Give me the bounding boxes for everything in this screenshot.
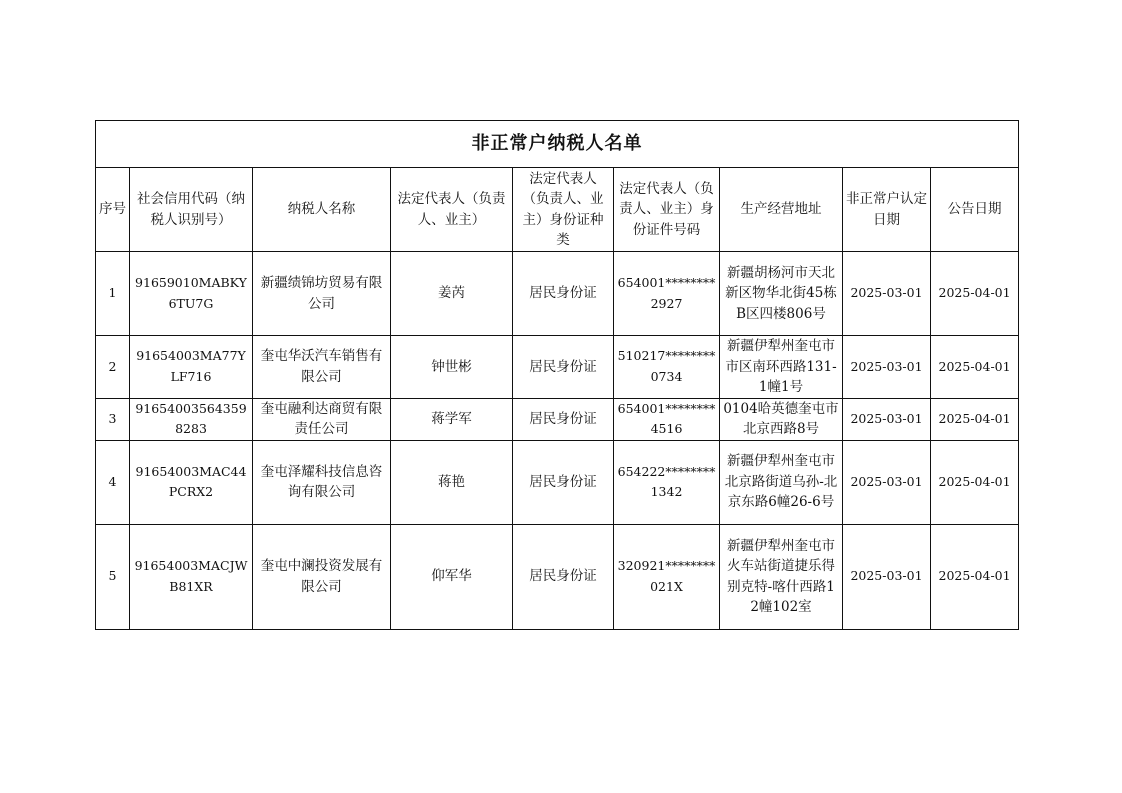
cell-address: 0104哈英德奎屯市北京西路8号	[720, 398, 843, 440]
cell-id-number: 320921********021X	[614, 524, 720, 629]
cell-id-type: 居民身份证	[513, 524, 614, 629]
page-title: 非正常户纳税人名单	[96, 121, 1019, 168]
cell-address: 新疆伊犁州奎屯市火车站街道捷乐得别克特-喀什西路12幢102室	[720, 524, 843, 629]
cell-announce-date: 2025-04-01	[931, 440, 1019, 524]
table-row	[96, 336, 1019, 399]
taxpayer-table	[95, 120, 1019, 630]
table-row	[96, 398, 1019, 440]
table-row	[96, 440, 1019, 524]
cell-credit-code: 91654003MAC44PCRX2	[130, 440, 253, 524]
header-address: 生产经营地址	[720, 168, 843, 252]
cell-id-type: 居民身份证	[513, 336, 614, 399]
cell-id-number: 510217********0734	[614, 336, 720, 399]
cell-taxpayer-name: 奎屯中澜投资发展有限公司	[253, 524, 391, 629]
cell-address: 新疆伊犁州奎屯市北京路街道乌孙-北京东路6幢26-6号	[720, 440, 843, 524]
cell-id-number: 654001********2927	[614, 252, 720, 336]
header-id-number: 法定代表人（负责人、业主）身份证件号码	[614, 168, 720, 252]
cell-announce-date: 2025-04-01	[931, 398, 1019, 440]
cell-id-number: 654222********1342	[614, 440, 720, 524]
header-credit-code: 社会信用代码（纳税人识别号）	[130, 168, 253, 252]
header-legal-rep: 法定代表人（负责人、业主）	[391, 168, 513, 252]
cell-taxpayer-name: 奎屯华沃汽车销售有限公司	[253, 336, 391, 399]
cell-index: 4	[96, 440, 130, 524]
cell-announce-date: 2025-04-01	[931, 336, 1019, 399]
table-row	[96, 252, 1019, 336]
cell-legal-rep: 蒋艳	[391, 440, 513, 524]
cell-taxpayer-name: 新疆绩锦坊贸易有限公司	[253, 252, 391, 336]
cell-index: 3	[96, 398, 130, 440]
header-announce-date: 公告日期	[931, 168, 1019, 252]
cell-designation-date: 2025-03-01	[843, 252, 931, 336]
cell-legal-rep: 钟世彬	[391, 336, 513, 399]
cell-legal-rep: 姜芮	[391, 252, 513, 336]
cell-announce-date: 2025-04-01	[931, 524, 1019, 629]
cell-id-type: 居民身份证	[513, 252, 614, 336]
cell-index: 5	[96, 524, 130, 629]
cell-index: 1	[96, 252, 130, 336]
table-header-row	[96, 168, 1019, 252]
cell-credit-code: 916540035643598283	[130, 398, 253, 440]
cell-announce-date: 2025-04-01	[931, 252, 1019, 336]
cell-index: 2	[96, 336, 130, 399]
header-id-type: 法定代表人（负责人、业主）身份证种类	[513, 168, 614, 252]
cell-legal-rep: 仰军华	[391, 524, 513, 629]
cell-id-number: 654001********4516	[614, 398, 720, 440]
cell-credit-code: 91654003MA77YLF716	[130, 336, 253, 399]
cell-designation-date: 2025-03-01	[843, 524, 931, 629]
header-designation-date: 非正常户认定日期	[843, 168, 931, 252]
cell-address: 新疆胡杨河市天北新区物华北街45栋B区四楼806号	[720, 252, 843, 336]
cell-credit-code: 91654003MACJWB81XR	[130, 524, 253, 629]
cell-address: 新疆伊犁州奎屯市市区南环西路131-1幢1号	[720, 336, 843, 399]
header-taxpayer-name: 纳税人名称	[253, 168, 391, 252]
cell-id-type: 居民身份证	[513, 440, 614, 524]
cell-designation-date: 2025-03-01	[843, 398, 931, 440]
cell-credit-code: 91659010MABKY6TU7G	[130, 252, 253, 336]
cell-id-type: 居民身份证	[513, 398, 614, 440]
table-row	[96, 524, 1019, 629]
cell-taxpayer-name: 奎屯泽耀科技信息咨询有限公司	[253, 440, 391, 524]
cell-legal-rep: 蒋学军	[391, 398, 513, 440]
cell-designation-date: 2025-03-01	[843, 440, 931, 524]
cell-taxpayer-name: 奎屯融利达商贸有限责任公司	[253, 398, 391, 440]
header-index: 序号	[96, 168, 130, 252]
cell-designation-date: 2025-03-01	[843, 336, 931, 399]
